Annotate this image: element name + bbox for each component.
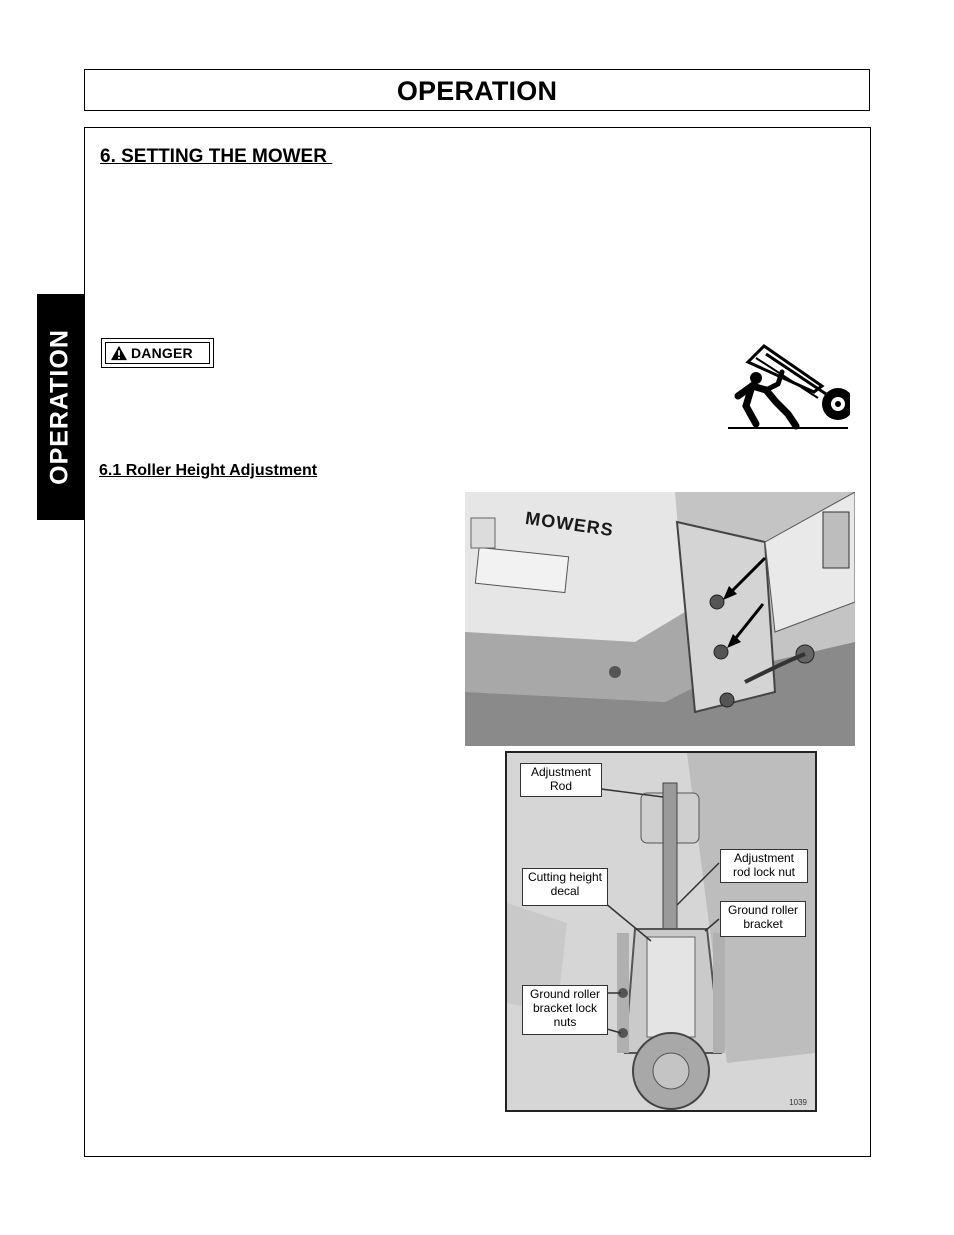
danger-badge [101, 338, 214, 368]
callout-cutting-height-decal: Cutting height decal [522, 868, 608, 906]
brand-text: MOWERS [524, 507, 616, 541]
danger-label: DANGER [131, 345, 193, 361]
section-title: 6. SETTING THE MOWER [100, 146, 333, 167]
page-title: OPERATION [396, 76, 558, 106]
page-header [84, 69, 870, 111]
side-tab [37, 294, 84, 520]
adjustment-figure [505, 751, 817, 1112]
figure-number: 1039 [789, 1098, 807, 1107]
subsection-title: 6.1 Roller Height Adjustment [99, 462, 318, 479]
roller-adjustment-photo [465, 492, 855, 746]
crush-hazard-pictogram [726, 340, 850, 432]
side-tab-label: OPERATION [45, 329, 74, 485]
callout-adjustment-rod-lock-nut: Adjustment rod lock nut [720, 849, 808, 883]
callout-adjustment-rod: Adjustment Rod [520, 763, 602, 797]
photo-illustration [465, 492, 855, 746]
callout-ground-roller-bracket: Ground roller bracket [720, 901, 806, 937]
callout-ground-roller-bracket-lock-nuts: Ground roller bracket lock nuts [522, 985, 608, 1035]
warning-triangle-icon [110, 345, 128, 361]
